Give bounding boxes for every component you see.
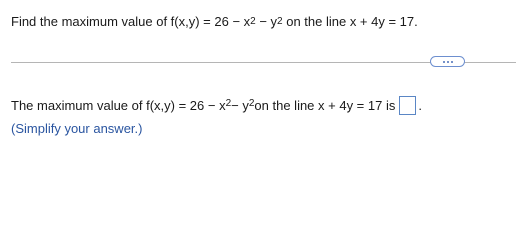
- answer-middle: − y: [231, 97, 249, 113]
- answer-suffix: on the line x + 4y = 17 is: [254, 97, 396, 113]
- answer-period: .: [418, 97, 422, 113]
- question-exponent-y: 2: [277, 16, 283, 27]
- answer-input[interactable]: [399, 96, 416, 115]
- answer-statement: The maximum value of f(x,y) = 26 − x $^2$ − y $^2$ on the line x + 4y = 17 is .: [11, 96, 422, 115]
- ellipsis-dot: [447, 61, 449, 63]
- question-text: [11, 14, 418, 30]
- more-options-button[interactable]: [430, 56, 465, 67]
- question-exponent-x: 2: [250, 16, 256, 27]
- question-suffix: on the line x + 4y = 17.: [282, 14, 418, 29]
- simplify-hint: (Simplify your answer.): [11, 121, 143, 136]
- question-middle: − y: [255, 14, 278, 29]
- ellipsis-dot: [451, 61, 453, 63]
- ellipsis-icon: [443, 61, 445, 63]
- question-prefix: Find the maximum value of f(x,y) = 26 − x: [11, 14, 251, 29]
- answer-prefix: The maximum value of f(x,y) = 26 − x: [11, 97, 226, 113]
